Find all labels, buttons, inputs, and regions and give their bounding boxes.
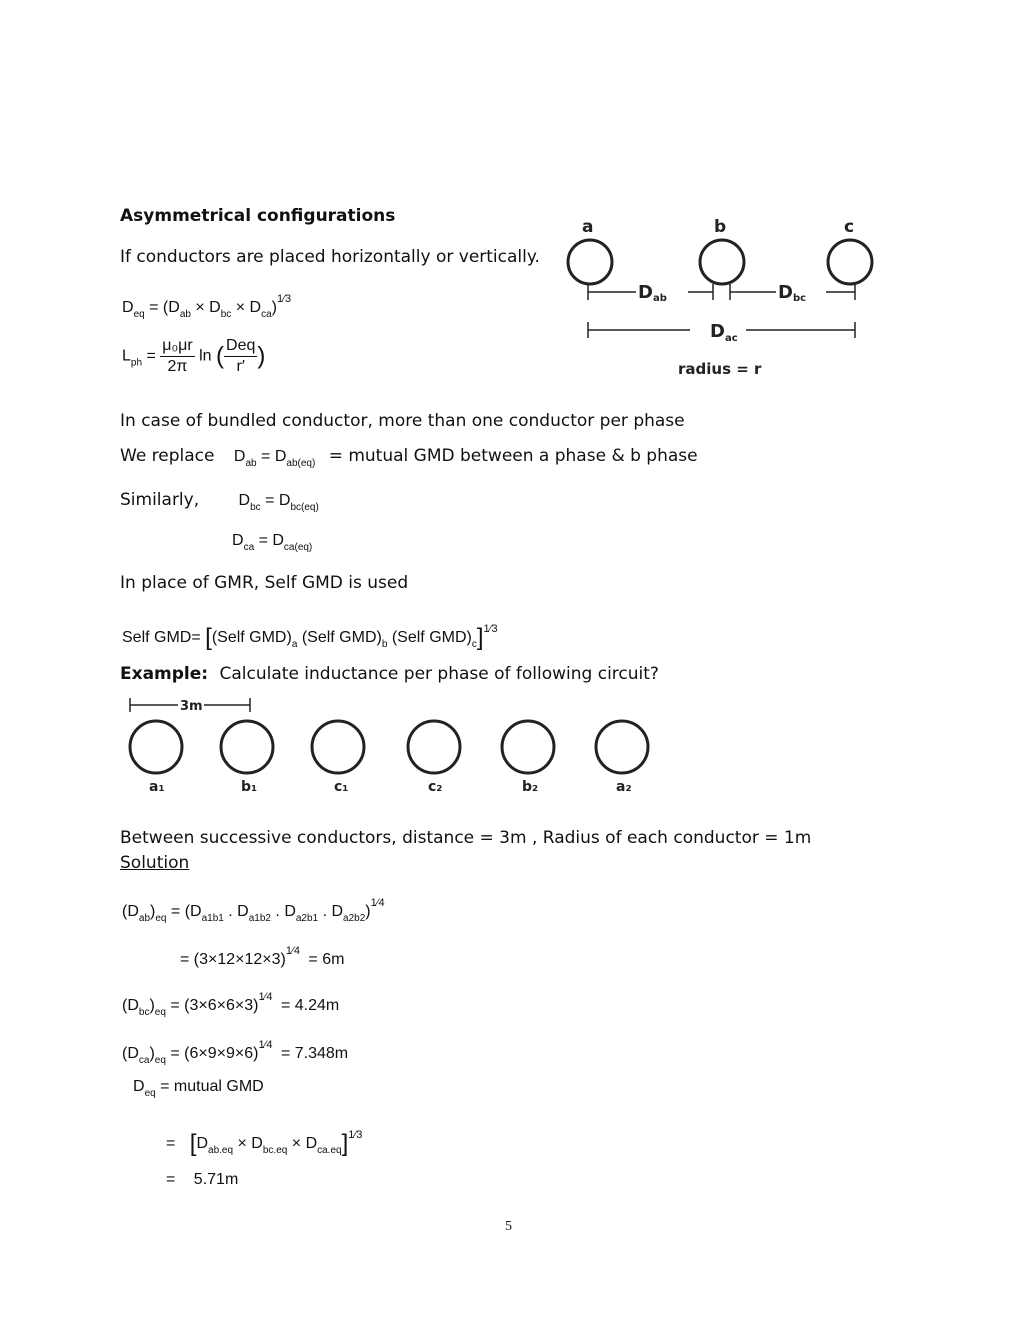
dim-ab-label: D <box>638 282 653 303</box>
lph-formula: $L_{ph}$ = $\frac{\text{μ₀μr}}{2\pi}$ ln ( $\frac{\text{Deq}}{r'}$ ) <box>122 337 266 375</box>
dca-eq-line: $D_{ca} = D_{ca(eq)}$ <box>232 532 313 553</box>
conductor-c <box>828 240 872 284</box>
dim-bc-label: D <box>778 282 793 303</box>
svg-text:ab: ab <box>653 293 667 304</box>
we-replace-line: We replace $D_{ab} = D_{ab(eq)}$ = mutual GMD between a phase & b phase <box>120 446 698 469</box>
radius-label: radius = r <box>678 360 762 378</box>
label-b1: b₁ <box>241 779 258 795</box>
label-a2: a₂ <box>616 779 632 795</box>
conductor-c1 <box>312 721 364 773</box>
dab-eq-formula: $(D_{ab})_{eq} = (D_{a1b1}$ . $D_{a1b2}$ . $D_{a2b1}$ . $D_{a2b2})^{1⁄4}$ <box>122 897 385 924</box>
mu-fraction: $\frac{\text{μ₀μr}}{2\pi}$ <box>162 337 193 375</box>
self-gmd-formula: Self GMD= [(Self $GMD)_a$ (Self $GMD)_b$ (Self $GMD)_c]^{1⁄3}$ <box>122 623 498 651</box>
conductor-layout-diagram <box>560 210 890 385</box>
label-a: a <box>582 217 594 237</box>
conductor-a2 <box>596 721 648 773</box>
gmr-text: In place of GMR, Self GMD is used <box>120 573 409 593</box>
label-c2: c₂ <box>428 779 443 795</box>
solution-heading: Solution <box>120 853 190 873</box>
label-b2: b₂ <box>522 779 539 795</box>
dca-eq-formula: $(D_{ca})_{eq} = (6\times 9\times 9\times 6)^{1⁄4} = 7.348m$ <box>122 1039 349 1066</box>
deq-r-fraction: $\frac{\text{Deq}}{r'}$ <box>226 337 256 375</box>
bundled-text: In case of bundled conductor, more than one conductor per phase <box>120 411 685 431</box>
deq-mutual-line: $D_{eq}$ = mutual GMD <box>133 1078 264 1099</box>
conductor-b1 <box>221 721 273 773</box>
conductor-b <box>700 240 744 284</box>
conductor-b2 <box>502 721 554 773</box>
conductor-c2 <box>408 721 460 773</box>
example-conductor-diagram <box>120 692 680 802</box>
dbc-eq-formula: $(D_{bc})_{eq} = (3\times 6\times 6\times 3)^{1⁄4} = 4.24m$ <box>122 991 340 1018</box>
label-c1: c₁ <box>334 779 349 795</box>
example-line: Example: Calculate inductance per phase of following circuit? <box>120 664 659 684</box>
dim-3m-label: 3m <box>180 699 203 714</box>
label-b: b <box>714 217 727 237</box>
section-heading: Asymmetrical configurations <box>120 206 396 226</box>
intro-text: If conductors are placed horizontally or vertically. <box>120 247 540 267</box>
label-c: c <box>844 217 855 237</box>
dab-value-line: = $(3\times 12\times 12\times 3)^{1⁄4} = 6m$ <box>180 945 345 968</box>
page-number: 5 <box>505 1219 512 1234</box>
label-a1: a₁ <box>149 779 165 795</box>
deq-product-line: = $[D_{ab.eq} \times D_{bc.eq} \times D_{ca.eq}]^{1⁄3}$ <box>166 1129 363 1157</box>
conductor-a1 <box>130 721 182 773</box>
similarly-line: Similarly, $D_{bc} = D_{bc(eq)}$ <box>120 490 319 513</box>
svg-text:ac: ac <box>725 333 738 344</box>
between-text: Between successive conductors, distance = 3m , Radius of each conductor = 1m <box>120 828 812 848</box>
dim-ac-label: D <box>710 321 725 342</box>
conductor-a <box>568 240 612 284</box>
deq-result-line: = 5.71m <box>166 1171 239 1188</box>
svg-text:bc: bc <box>793 293 807 304</box>
deq-formula: $D_{eq} = (D_{ab} \times D_{bc} \times D_{ca})^{1⁄3}$ <box>122 293 292 320</box>
